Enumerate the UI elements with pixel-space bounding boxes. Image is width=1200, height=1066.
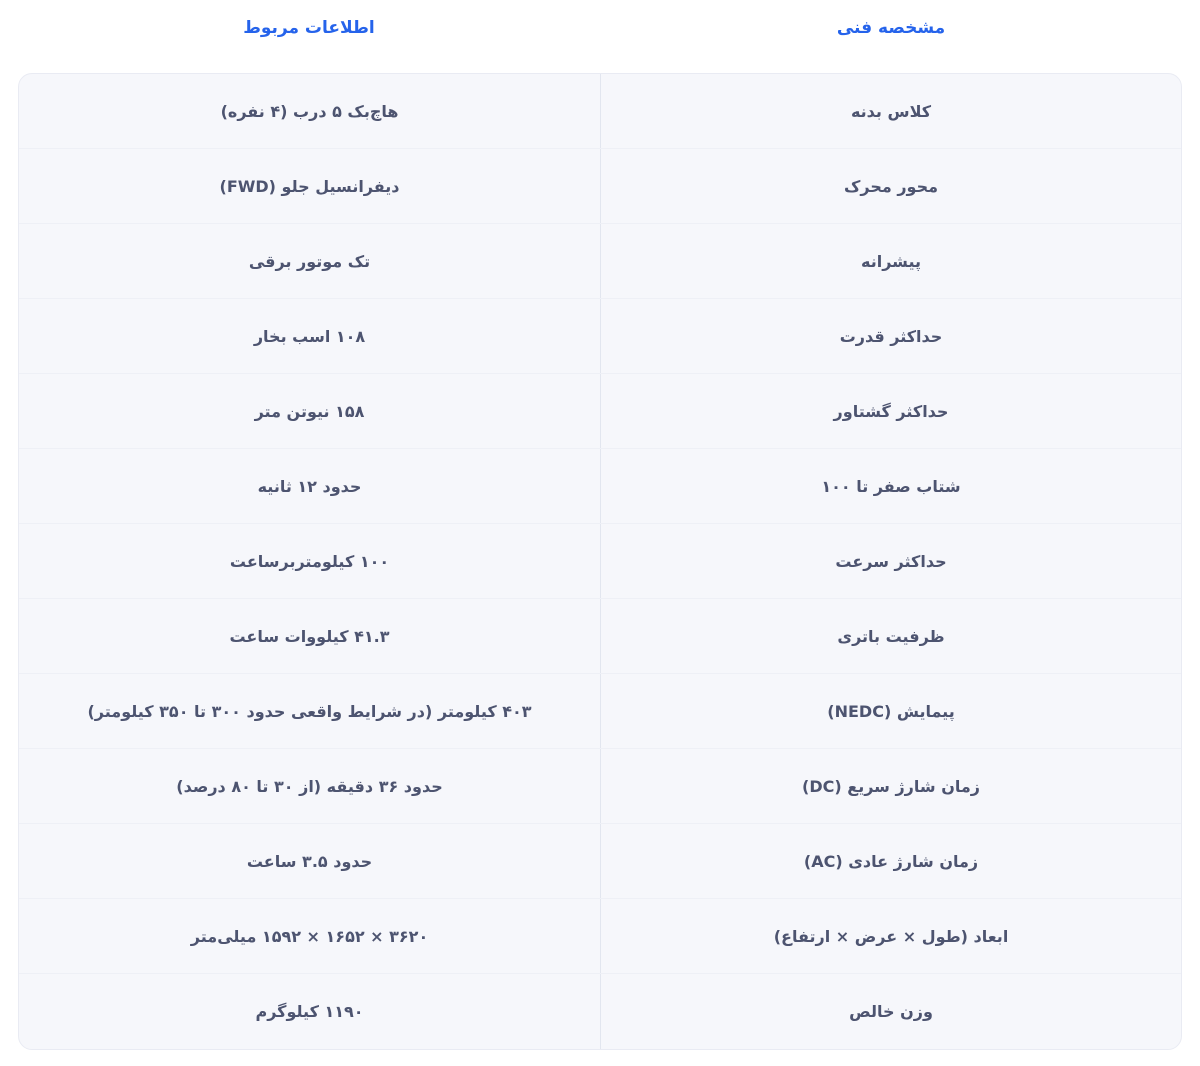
table-row [19, 674, 1181, 749]
table-row [19, 824, 1181, 899]
info-cell: هاچ‌بک ۵ درب (۴ نفره) [220, 101, 399, 121]
spec-cell: پیمایش (NEDC) [600, 674, 1181, 748]
spec-cell: زمان شارژ عادی (AC) [600, 824, 1181, 898]
spec-cell: حداکثر قدرت [600, 299, 1181, 373]
info-cell: حدود ۳۶ دقیقه (از ۳۰ تا ۸۰ درصد) [176, 776, 443, 796]
table-row [19, 299, 1181, 374]
info-cell: ۱۰۰ کیلومتربرساعت [229, 551, 390, 571]
spec-cell: شتاب صفر تا ۱۰۰ [600, 449, 1181, 523]
info-cell: ۴۱.۳ کیلووات ساعت [229, 626, 390, 646]
info-cell: ۱۰۸ اسب بخار [253, 326, 366, 346]
table-row [19, 524, 1181, 599]
info-cell: ۱۱۹۰ کیلوگرم [255, 1002, 364, 1021]
table-row [19, 449, 1181, 524]
table-row [19, 599, 1181, 674]
info-cell: ۱۵۸ نیوتن متر [254, 401, 365, 421]
table-row [19, 974, 1181, 1049]
spec-cell: ابعاد (طول × عرض × ارتفاع) [600, 899, 1181, 973]
info-cell: ۳۶۲۰ × ۱۶۵۲ × ۱۵۹۲ میلی‌متر [190, 926, 429, 946]
spec-cell: حداکثر سرعت [600, 524, 1181, 598]
header-spec-column: مشخصه فنی [836, 18, 946, 38]
info-cell: حدود ۱۲ ثانیه [257, 476, 362, 496]
info-cell: حدود ۳.۵ ساعت [246, 851, 373, 871]
spec-cell: ظرفیت باتری [600, 599, 1181, 673]
info-cell: ۴۰۳ کیلومتر (در شرایط واقعی حدود ۳۰۰ تا ۳۵۰ کیلومتر) [87, 701, 532, 721]
spec-cell: کلاس بدنه [600, 74, 1181, 148]
spec-cell: پیشرانه [600, 224, 1181, 298]
table-row [19, 899, 1181, 974]
spec-table [18, 73, 1182, 1050]
table-row [19, 224, 1181, 299]
header-info-column: اطلاعات مربوط [243, 18, 375, 38]
table-row [19, 749, 1181, 824]
table-row [19, 374, 1181, 449]
spec-cell: محور محرک [600, 149, 1181, 223]
table-row [19, 74, 1181, 149]
spec-cell: زمان شارژ سریع (DC) [600, 749, 1181, 823]
info-cell: دیفرانسیل جلو (FWD) [219, 176, 400, 196]
spec-cell: وزن خالص [600, 974, 1181, 1049]
table-headers [0, 0, 1200, 56]
info-cell: تک موتور برقی [248, 251, 371, 271]
spec-cell: حداکثر گشتاور [600, 374, 1181, 448]
table-row [19, 149, 1181, 224]
